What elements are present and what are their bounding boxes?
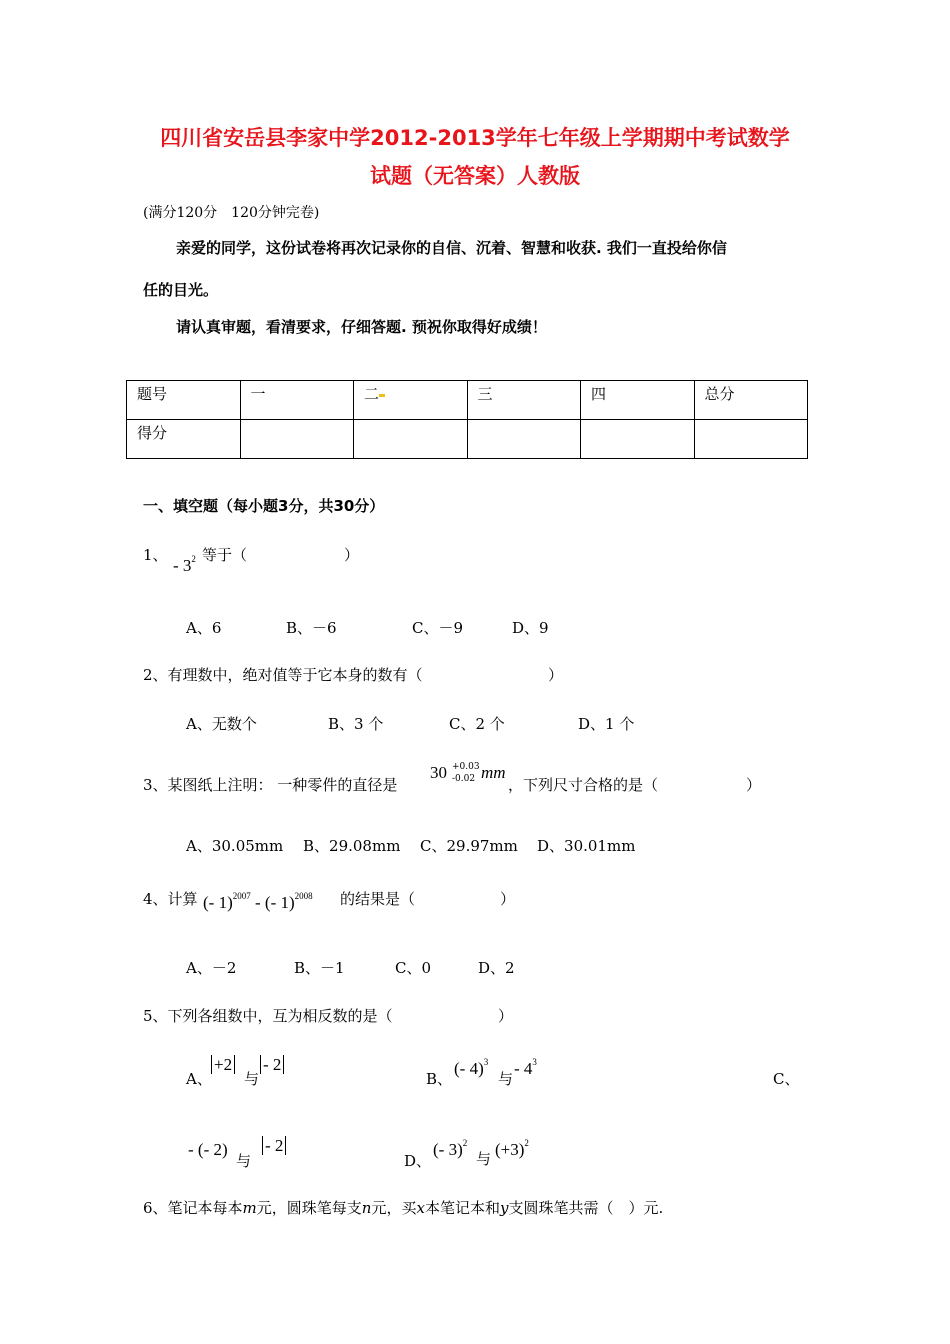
- q5-b-exp2: 3: [532, 1057, 537, 1067]
- q6-part2: 元，圆珠笔每支: [256, 1199, 362, 1217]
- table-cell: 一: [240, 381, 354, 420]
- q4-option-d: D、2: [478, 959, 515, 977]
- q5-option-b-expr2: [514, 1059, 537, 1079]
- q5-option-b-label: B、: [426, 1070, 453, 1088]
- q3-close: ）: [746, 776, 762, 794]
- q5-b-base2: - 4: [514, 1059, 533, 1078]
- q5-option-d-label: D、: [404, 1152, 432, 1170]
- q6-part3: 元，买: [371, 1199, 417, 1217]
- q6-part4: 本笔记本和: [424, 1199, 500, 1217]
- q3-option-c: C、29.97mm: [420, 837, 518, 855]
- q3-option-a: A、30.05mm: [186, 837, 284, 855]
- score-input-cell: [694, 420, 808, 459]
- q5-option-a-label: A、: [186, 1070, 212, 1088]
- q4-expression: [203, 893, 313, 913]
- q6-var-m: m: [242, 1199, 257, 1217]
- intro-line3: 请认真审题，看清要求，仔细答题. 预祝你取得好成绩！: [176, 318, 547, 336]
- q3-base: 30: [430, 763, 447, 782]
- score-table-score-row: [127, 420, 808, 459]
- q6-var-n: n: [361, 1199, 372, 1217]
- score-input-cell: [467, 420, 581, 459]
- q2-text: 2、有理数中，绝对值等于它本身的数有（: [143, 666, 423, 684]
- q1-option-b: B、－6: [286, 619, 337, 637]
- q5-d-base2: (+3): [495, 1140, 525, 1159]
- doc-title-line2: 试题（无答案）人教版: [370, 164, 580, 188]
- q5-a-abs2: - 2: [260, 1055, 284, 1074]
- q6-part1: 6、笔记本每本: [143, 1199, 243, 1217]
- doc-title-line1: 四川省安岳县李家中学2012-2013学年七年级上学期期中考试数学: [160, 126, 790, 150]
- exam-info: (满分120分 120分钟完卷): [143, 205, 320, 221]
- table-cell: 题号: [127, 381, 241, 420]
- q1-expression: [173, 556, 196, 576]
- q5-d-exp1: 2: [462, 1138, 468, 1148]
- q3-lower: -0.02: [452, 774, 476, 784]
- q4-term2: (- 1): [264, 893, 295, 912]
- q5-option-c-expr2: [262, 1136, 286, 1156]
- score-table: [126, 380, 808, 459]
- q5-option-b-yu: 与: [498, 1070, 514, 1088]
- q5-b-base1: (- 4): [454, 1059, 484, 1078]
- q5-option-a-yu: 与: [244, 1070, 260, 1088]
- highlight-mark: [379, 394, 385, 397]
- q4-minus: -: [254, 893, 261, 912]
- q5-b-exp1: 3: [483, 1057, 489, 1067]
- q3-tolerance: [452, 761, 480, 785]
- q3-tolerance-expression: [430, 763, 447, 783]
- q5-d-exp2: 2: [524, 1138, 529, 1148]
- table-cell: 三: [467, 381, 581, 420]
- q5-close: ）: [498, 1007, 514, 1025]
- table-cell-text: 二: [364, 385, 380, 403]
- q3-unit: mm: [481, 763, 506, 782]
- q1-close: ）: [344, 546, 360, 564]
- q6-text: [143, 1197, 663, 1218]
- score-input-cell: [240, 420, 354, 459]
- q5-option-a-expr2: [260, 1055, 284, 1075]
- q3-upper: +0.03: [452, 762, 480, 772]
- q6-var-x: x: [416, 1199, 425, 1217]
- intro-line1: 亲爱的同学，这份试卷将再次记录你的自信、沉着、智慧和收获. 我们一直投给你信: [176, 239, 727, 257]
- q3-option-d: D、30.01mm: [537, 837, 636, 855]
- intro-line2: 任的目光。: [143, 281, 219, 299]
- q5-d-base1: (- 3): [433, 1140, 463, 1159]
- section1-heading: 一、填空题（每小题3分，共30分）: [143, 497, 385, 515]
- q5-a-abs1: +2: [211, 1055, 235, 1074]
- q4-option-c: C、0: [395, 959, 432, 977]
- table-cell: 得分: [127, 420, 241, 459]
- q2-option-c: C、2 个: [449, 715, 505, 733]
- table-cell: 四: [581, 381, 695, 420]
- q1-option-c: C、－9: [412, 619, 464, 637]
- q5-option-b-expr1: [454, 1059, 488, 1079]
- q1-option-d: D、9: [512, 619, 549, 637]
- q2-close: ）: [548, 666, 564, 684]
- q4-exp1: 2007: [232, 891, 251, 901]
- q5-text: 5、下列各组数中，互为相反数的是（: [143, 1007, 393, 1025]
- score-input-cell: [354, 420, 468, 459]
- q3-text-before: 3、某图纸上注明： 一种零件的直径是: [143, 776, 398, 794]
- q4-term1: (- 1): [203, 893, 233, 912]
- q1-expr-exponent: 2: [191, 554, 196, 564]
- q4-text-before: 4、计算: [143, 890, 198, 908]
- q2-option-b: B、3 个: [328, 715, 384, 733]
- table-cell: [354, 381, 468, 420]
- q4-option-b: B、－1: [294, 959, 345, 977]
- q6-var-y: y: [499, 1199, 509, 1217]
- q6-part5: 支圆珠笔共需（ ）元.: [508, 1199, 664, 1217]
- q5-c-abs: - 2: [262, 1136, 286, 1155]
- q2-option-a: A、无数个: [186, 715, 257, 733]
- q1-text: 等于（: [202, 546, 248, 564]
- q4-option-a: A、－2: [186, 959, 237, 977]
- q2-option-d: D、1 个: [578, 715, 635, 733]
- q3-option-b: B、29.08mm: [303, 837, 401, 855]
- q5-option-d-expr2: [495, 1140, 529, 1160]
- q4-text-after: 的结果是（: [340, 890, 416, 908]
- q5-option-a-expr1: [211, 1055, 235, 1075]
- q5-option-c-expr1: - (- 2): [188, 1140, 228, 1159]
- q1-option-a: A、6: [186, 619, 222, 637]
- q4-exp2: 2008: [294, 891, 313, 901]
- q3-text-after: ，下列尺寸合格的是（: [508, 776, 659, 794]
- q1-number: 1、: [143, 546, 168, 564]
- score-table-header-row: [127, 381, 808, 420]
- table-cell: 总分: [694, 381, 808, 420]
- q5-option-d-expr1: [433, 1140, 467, 1160]
- q5-option-c-yu: 与: [236, 1152, 252, 1170]
- score-input-cell: [581, 420, 695, 459]
- q5-option-d-yu: 与: [476, 1150, 492, 1168]
- q4-close: ）: [500, 890, 516, 908]
- q5-option-c-label: C、: [773, 1070, 800, 1088]
- q1-expr-base: - 3: [173, 556, 192, 575]
